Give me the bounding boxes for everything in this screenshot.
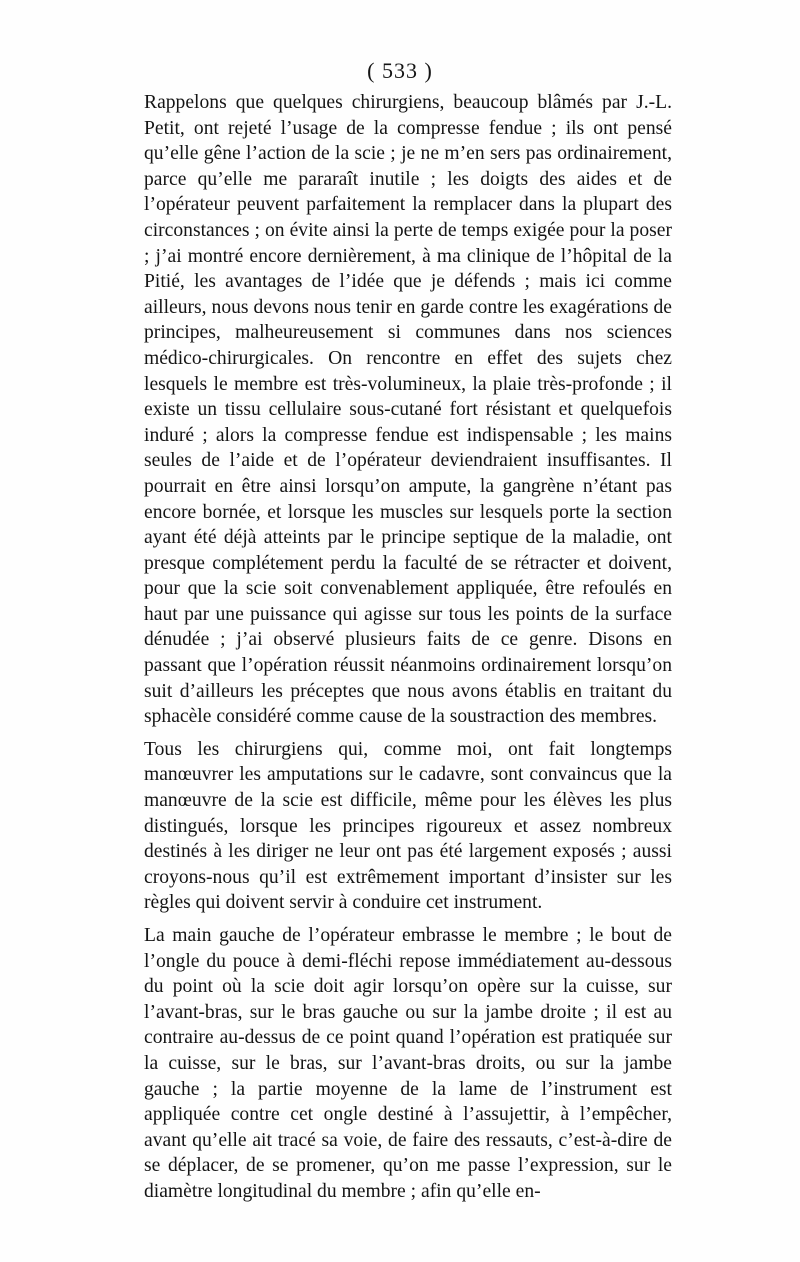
paragraph-1: Rappelons que quelques chirurgiens, beaucoup blâmés par J.-L. Petit, ont rejeté l’usage de la compresse fendue ; ils ont pensé qu’elle gêne l’action de la scie ; je ne m’en sers pas ordinairement, parce qu’elle me pararaît inutile ; les doigts des aides et de l’opérateur peuvent parfaitement la remplacer dans la plupart des circonstances ; on évite ainsi la perte de temps exigée pour la poser ; j’ai montré encore dernièrement, à ma clinique de l’hôpital de la Pitié, les avantages de l’idée que je défends ; mais ici comme ailleurs, nous devons nous tenir en garde contre les exagérations de principes, malheureusement si communes dans nos sciences médico-chirurgicales. On rencontre en effet des sujets chez lesquels le membre est très-volumineux, la plaie très-profonde ; il existe un tissu cellulaire sous-cutané fort résistant et quelquefois induré ; alors la compresse fendue est indispensable ; les mains seules de l’aide et de l’opérateur deviendraient insuffisantes. Il pourrait en être ainsi lorsqu’on ampute, la gangrène n’étant pas encore bornée, et lorsque les muscles sur lesquels porte la section ayant été déjà atteints par le principe septique de la maladie, ont presque complétement perdu la faculté de se rétracter et doivent, pour que la scie soit convenablement appliquée, être refoulés en haut par une puissance qui agisse sur tous les points de la surface dénudée ; j’ai observé plusieurs faits de ce genre. Disons en passant que l’opération réussit néanmoins ordinairement lorsqu’on suit d’ailleurs les préceptes que nous avons établis en traitant du sphacèle considéré comme cause de la soustraction des membres. bbox=[144, 92, 672, 728]
body-text bbox=[144, 90, 672, 1205]
paragraph-3: La main gauche de l’opérateur embrasse le membre ; le bout de l’ongle du pouce à demi-fléchi repose immédiatement au-dessous du point où la scie doit agir lorsqu’on opère sur la cuisse, sur l’avant-bras, sur le bras gauche ou sur la jambe droite ; il est au contraire au-dessus de ce point quand l’opération est pratiquée sur la cuisse, sur le bras, sur l’avant-bras droits, ou sur la jambe gauche ; la partie moyenne de la lame de l’instrument est appliquée contre cet ongle destiné à l’assujettir, à l’empêcher, avant qu’elle ait tracé sa voie, de faire des ressauts, c’est-à-dire de se déplacer, de se promener, qu’on me passe l’expression, sur le diamètre longitudinal du membre ; afin qu’elle en- bbox=[144, 925, 672, 1202]
page-number: ( 533 ) bbox=[367, 58, 433, 83]
paragraph-2: Tous les chirurgiens qui, comme moi, ont fait longtemps manœuvrer les amputations sur le cadavre, sont convaincus que la manœuvre de la scie est difficile, même pour les élèves les plus distingués, lorsque les principes rigoureux et assez nombreux destinés à les diriger ne leur ont pas été largement exposés ; aussi croyons-nous qu’il est extrêmement important d’insister sur les règles qui doivent servir à conduire cet instrument. bbox=[144, 738, 672, 914]
